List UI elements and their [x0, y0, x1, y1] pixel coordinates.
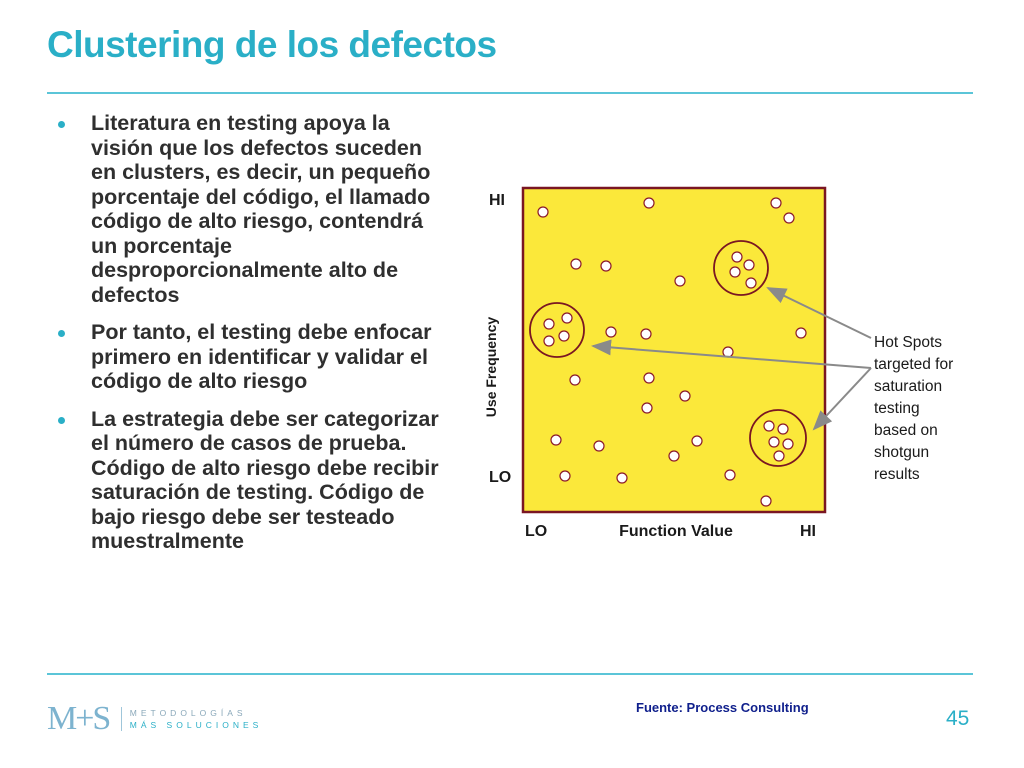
defect-dot	[778, 424, 788, 434]
annotation-line: shotgun	[874, 444, 930, 461]
defect-cluster-diagram	[470, 175, 970, 555]
defect-dot	[571, 259, 581, 269]
defect-dot	[644, 373, 654, 383]
annotation-line: saturation	[874, 378, 943, 395]
defect-dot	[771, 198, 781, 208]
x-axis-label: Function Value	[619, 523, 733, 540]
defect-dot	[551, 435, 561, 445]
defect-dot	[538, 207, 548, 217]
y-axis-label: Use Frequency	[483, 316, 499, 418]
plot-area	[523, 188, 825, 512]
defect-dot	[680, 391, 690, 401]
defect-dot	[642, 403, 652, 413]
defect-dot	[761, 496, 771, 506]
defect-dot	[594, 441, 604, 451]
defect-dot	[544, 336, 554, 346]
annotation-line: targeted for	[874, 356, 954, 373]
bullet-item	[56, 320, 441, 394]
defect-dot	[784, 213, 794, 223]
annotation-line: results	[874, 466, 920, 483]
y-hi-label: HI	[489, 192, 505, 209]
logo-line-2: MÁS SOLUCIONES	[129, 720, 263, 730]
logo-mark: M+S	[47, 700, 110, 737]
y-lo-label: LO	[489, 469, 512, 486]
defect-dot	[769, 437, 779, 447]
defect-dot	[606, 327, 616, 337]
defect-dot	[641, 329, 651, 339]
annotation-line: based on	[874, 422, 938, 439]
defect-dot	[570, 375, 580, 385]
footer-divider	[47, 673, 973, 675]
bullet-dot-icon	[58, 330, 65, 337]
slide-title: Clustering de los defectos	[47, 24, 497, 65]
defect-dot	[764, 421, 774, 431]
defect-dot	[732, 252, 742, 262]
bullet-list	[56, 111, 441, 567]
annotation-line: testing	[874, 400, 920, 417]
defect-dot	[644, 198, 654, 208]
defect-dot	[774, 451, 784, 461]
defect-dot	[617, 473, 627, 483]
bullet-text: Literatura en testing apoya la visión que los defectos suceden en clusters, es decir, un pequeño porcentaje del código, el llamado código de alto riesgo, contendrá un porcentaje desproporcionalmente alto de defectos	[91, 111, 431, 307]
defect-dot	[746, 278, 756, 288]
bullet-item	[56, 111, 441, 307]
defect-dot	[544, 319, 554, 329]
defect-dot	[692, 436, 702, 446]
defect-dot	[559, 331, 569, 341]
bullet-dot-icon	[58, 121, 65, 128]
bullet-dot-icon	[58, 417, 65, 424]
annotation-line: Hot Spots	[874, 334, 943, 351]
defect-dot	[796, 328, 806, 338]
defect-dot	[562, 313, 572, 323]
defect-dot	[669, 451, 679, 461]
bullet-text: La estrategia debe ser categorizar el número de casos de prueba. Código de alto riesgo debe recibir saturación de testing. Código de bajo riesgo debe ser testeado muestralmente	[91, 406, 439, 553]
defect-dot	[560, 471, 570, 481]
defect-dot	[675, 276, 685, 286]
defect-dot	[744, 260, 754, 270]
defect-dot	[725, 470, 735, 480]
logo-line-1: METODOLOGÍAS	[129, 708, 247, 718]
x-lo-label: LO	[525, 523, 548, 540]
title-divider	[47, 92, 973, 94]
defect-dot	[730, 267, 740, 277]
source-citation: Fuente: Process Consulting	[636, 700, 809, 715]
page-number: 45	[946, 707, 970, 730]
defect-dot	[601, 261, 611, 271]
x-hi-label: HI	[800, 523, 816, 540]
bullet-item	[56, 407, 441, 554]
logo-text	[121, 707, 263, 731]
bullet-text: Por tanto, el testing debe enfocar primero en identificar y validar el código de alto riesgo	[91, 320, 432, 393]
hot-spots-annotation	[874, 334, 953, 483]
company-logo	[47, 700, 262, 738]
defect-dot	[783, 439, 793, 449]
